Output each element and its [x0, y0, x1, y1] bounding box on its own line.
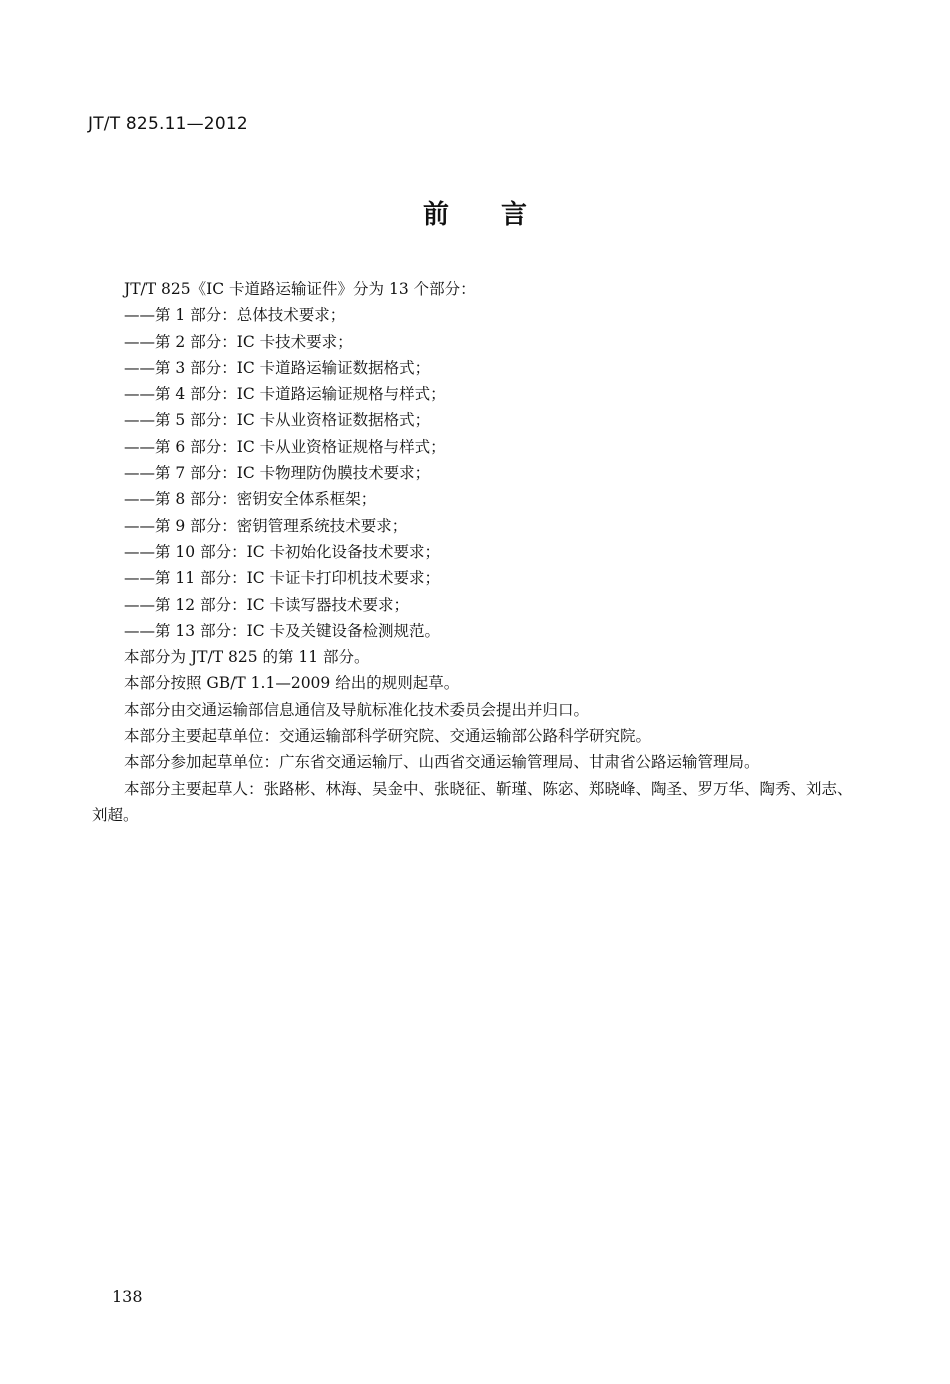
- part-item: ——第 5 部分：IC 卡从业资格证数据格式；: [124, 411, 431, 430]
- statement-line: 本部分为 JT/T 825 的第 11 部分。: [124, 648, 370, 667]
- statement-line: 本部分主要起草单位：交通运输部科学研究院、交通运输部公路科学研究院。: [124, 727, 652, 746]
- statement-line: 本部分参加起草单位：广东省交通运输厅、山西省交通运输管理局、甘肃省公路运输管理局。: [124, 753, 760, 772]
- page-number: 138: [112, 1287, 143, 1306]
- part-item: ——第 9 部分：密钥管理系统技术要求；: [124, 516, 408, 535]
- part-item: ——第 3 部分：IC 卡道路运输证数据格式；: [124, 358, 431, 377]
- part-item: ——第 2 部分：IC 卡技术要求；: [124, 332, 353, 351]
- page-title: 前言: [422, 200, 579, 230]
- part-item: ——第 7 部分：IC 卡物理防伪膜技术要求；: [124, 464, 431, 483]
- part-item: ——第 12 部分：IC 卡读写器技术要求；: [124, 595, 409, 614]
- intro-line: JT/T 825《IC 卡道路运输证件》分为 13 个部分：: [124, 280, 476, 298]
- part-item: ——第 8 部分：密钥安全体系框架；: [124, 490, 377, 509]
- part-item: ——第 6 部分：IC 卡从业资格证规格与样式；: [124, 437, 446, 456]
- statement-line: 本部分由交通运输部信息通信及导航标准化技术委员会提出并归口。: [124, 700, 590, 719]
- part-item: ——第 1 部分：总体技术要求；: [124, 306, 346, 325]
- part-item: ——第 10 部分：IC 卡初始化设备技术要求；: [124, 542, 440, 561]
- statement-line: 本部分按照 GB/T 1.1—2009 给出的规则起草。: [124, 674, 460, 693]
- foreword-body: [92, 276, 892, 828]
- document-code: JT/T 825.11—2012: [88, 114, 248, 134]
- statement-continuation: 刘超。: [92, 805, 139, 824]
- part-item: ——第 11 部分：IC 卡证卡打印机技术要求；: [124, 569, 440, 588]
- part-item: ——第 4 部分：IC 卡道路运输证规格与样式；: [124, 385, 446, 404]
- statement-line: 本部分主要起草人：张路彬、林海、吴金中、张晓征、靳瑾、陈宓、郑晓峰、陶圣、罗万华、陶秀、刘志、: [124, 779, 853, 798]
- part-item: ——第 13 部分：IC 卡及关键设备检测规范。: [124, 621, 440, 640]
